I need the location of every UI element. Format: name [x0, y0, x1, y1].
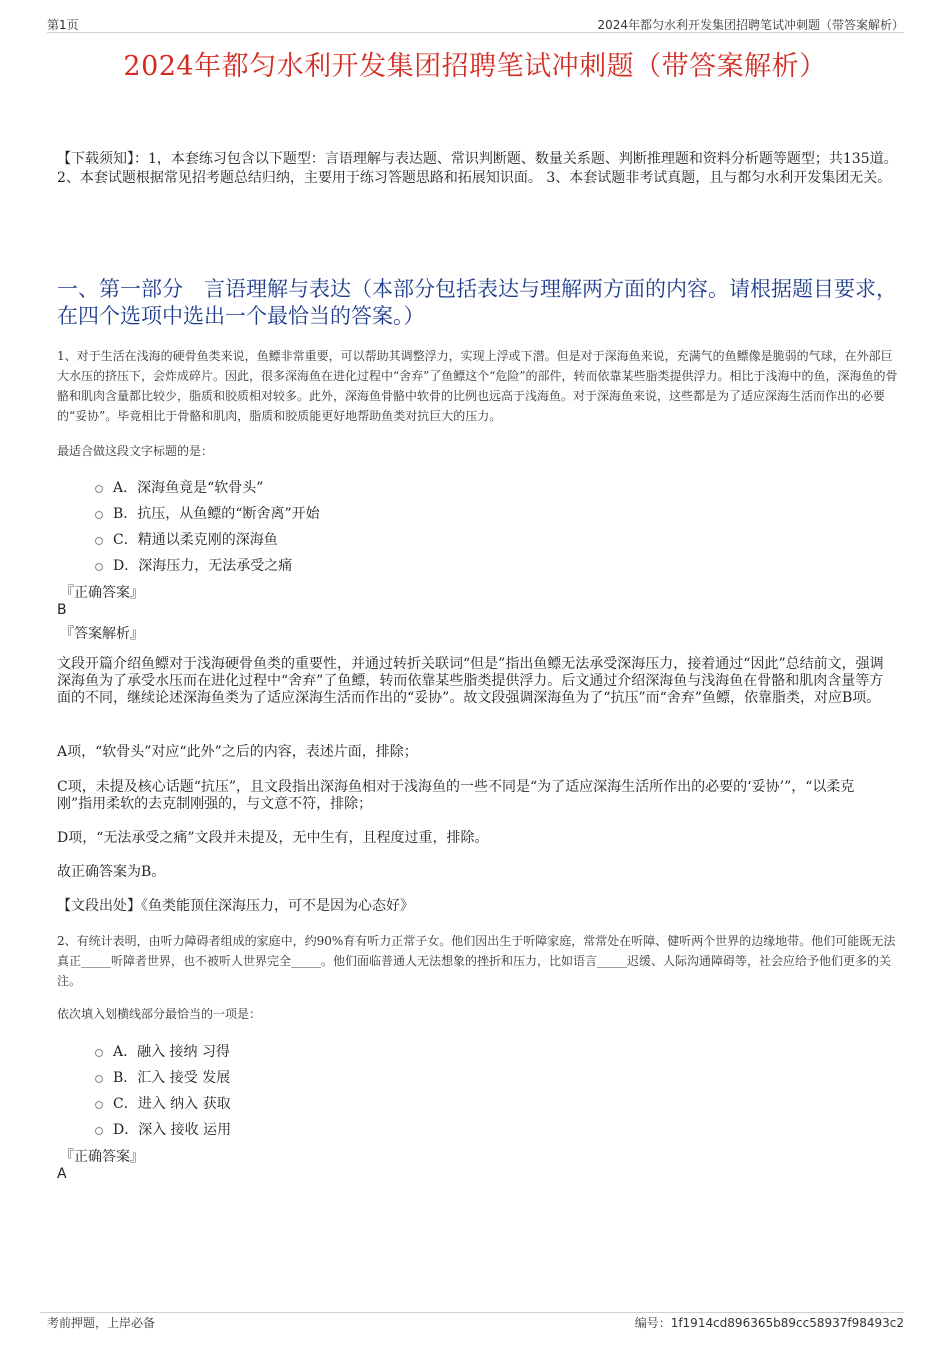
analysis-paragraph: A项，“软骨头”对应“此外”之后的内容，表述片面，排除； — [57, 744, 418, 760]
header-doc-title: 2024年都匀水利开发集团招聘笔试冲刺题（带答案解析） — [597, 18, 904, 32]
document-title: 2024年都匀水利开发集团招聘笔试冲刺题（带答案解析） — [123, 51, 827, 82]
section-title: 一、第一部分 言语理解与表达（本部分包括表达与理解两方面的内容。请根据题目要求，在四个选项中选出一个最恰当的答案。） — [57, 277, 897, 328]
option-c[interactable]: C．精通以柔克刚的深海鱼 — [95, 526, 320, 552]
radio-icon[interactable] — [95, 1101, 103, 1109]
correct-answer: B — [57, 602, 67, 618]
analysis-paragraph: 故正确答案为B。 — [57, 864, 166, 880]
footer-slogan: 考前押题，上岸必备 — [47, 1316, 156, 1330]
radio-icon[interactable] — [95, 511, 103, 519]
option-d[interactable]: D．深入 接收 运用 — [95, 1116, 231, 1142]
answer-label: 『正确答案』 — [60, 1149, 144, 1165]
radio-icon[interactable] — [95, 537, 103, 545]
question-1-prompt: 最适合做这段文字标题的是： — [57, 444, 214, 458]
analysis-label: 『答案解析』 — [60, 626, 144, 642]
option-d[interactable]: D．深海压力，无法承受之痛 — [95, 552, 320, 578]
page-header — [47, 14, 904, 33]
radio-icon[interactable] — [95, 485, 103, 493]
radio-icon[interactable] — [95, 1075, 103, 1083]
question-2-prompt: 依次填入划横线部分最恰当的一项是： — [57, 1007, 262, 1021]
radio-icon[interactable] — [95, 1127, 103, 1135]
answer-label: 『正确答案』 — [60, 585, 144, 601]
analysis-paragraph: 文段开篇介绍鱼鳔对于浅海硬骨鱼类的重要性，并通过转折关联词“但是”指出鱼鳔无法承受深海压力，接着通过“因此”总结前文，强调深海鱼为了承受水压而在进化过程中“舍弃”了鱼鳔，转而依靠某些脂类提供浮力。后文通过介绍深海鱼与浅海鱼在骨骼和肌肉含量等方面的不同，继续论述深海鱼类为了适应深海生活而作出的“妥协”。故文段强调深海鱼为了“抗压”而“舍弃”鱼鳔，依靠脂类，对应B项。 — [57, 656, 884, 706]
option-c[interactable]: C．进入 纳入 获取 — [95, 1090, 231, 1116]
analysis-paragraph: D项，“无法承受之痛”文段并未提及，无中生有，且程度过重，排除。 — [57, 830, 489, 846]
correct-answer: A — [57, 1166, 67, 1182]
analysis-paragraph: C项，未提及核心话题“抗压”，且文段指出深海鱼相对于浅海鱼的一些不同是“为了适应深海生活所作出的必要的‘妥协’”，“以柔克刚”指用柔软的去克制刚强的，与文意不符，排除； — [57, 779, 855, 812]
question-2-text: 2、有统计表明，由听力障碍者组成的家庭中，约90%育有听力正常子女。他们因出生于听障家庭，常常处在听障、健听两个世界的边缘地带。他们可能既无法真正_____听障者世界，也不被听人世界完全_____。他们面临普通人无法想象的挫折和压力，比如语言_____迟缓、人际沟通障碍等，社会应给予他们更多的关注。 — [57, 934, 896, 988]
question-1-options — [95, 474, 320, 578]
page-number: 第1页 — [47, 18, 79, 32]
option-a[interactable]: A．融入 接纳 习得 — [95, 1038, 231, 1064]
option-b[interactable]: B．汇入 接受 发展 — [95, 1064, 231, 1090]
option-b[interactable]: B．抗压，从鱼鳔的“断舍离”开始 — [95, 500, 320, 526]
download-notice: 【下载须知】：1，本套练习包含以下题型：言语理解与表达题、常识判断题、数量关系题、判断推理题和资料分析题等题型；共135道。 2、本套试题根据常见招考题总结归纳，主要用于练习答题思路和拓展知识面。 3、本套试题非考试真题，且与都匀水利开发集团无关。 — [57, 151, 898, 186]
footer-divider — [40, 1312, 904, 1313]
option-a[interactable]: A．深海鱼竟是“软骨头” — [95, 474, 320, 500]
radio-icon[interactable] — [95, 1049, 103, 1057]
source-citation: 【文段出处】《鱼类能顶住深海压力，可不是因为心态好》 — [57, 898, 414, 914]
question-1-text: 1、对于生活在浅海的硬骨鱼类来说，鱼鳔非常重要，可以帮助其调整浮力，实现上浮或下潜。但是对于深海鱼来说，充满气的鱼鳔像是脆弱的气球，在外部巨大水压的挤压下，会炸成碎片。因此，很多深海鱼在进化过程中“舍弃”了鱼鳔这个“危险”的部件，转而依靠某些脂类提供浮力。相比于浅海中的鱼，深海鱼的骨骼和肌肉含量都比较少，脂质和胶质相对较多。此外，深海鱼骨骼中软骨的比例也远高于浅海鱼。对于深海鱼来说，这些都是为了适应深海生活而作出的必要的“妥协”。毕竟相比于骨骼和肌肉，脂质和胶质能更好地帮助鱼类对抗巨大的压力。 — [57, 349, 898, 423]
footer-doc-id: 编号：1f1914cd896365b89cc58937f98493c2 — [634, 1316, 904, 1330]
question-2-options — [95, 1038, 231, 1142]
radio-icon[interactable] — [95, 563, 103, 571]
